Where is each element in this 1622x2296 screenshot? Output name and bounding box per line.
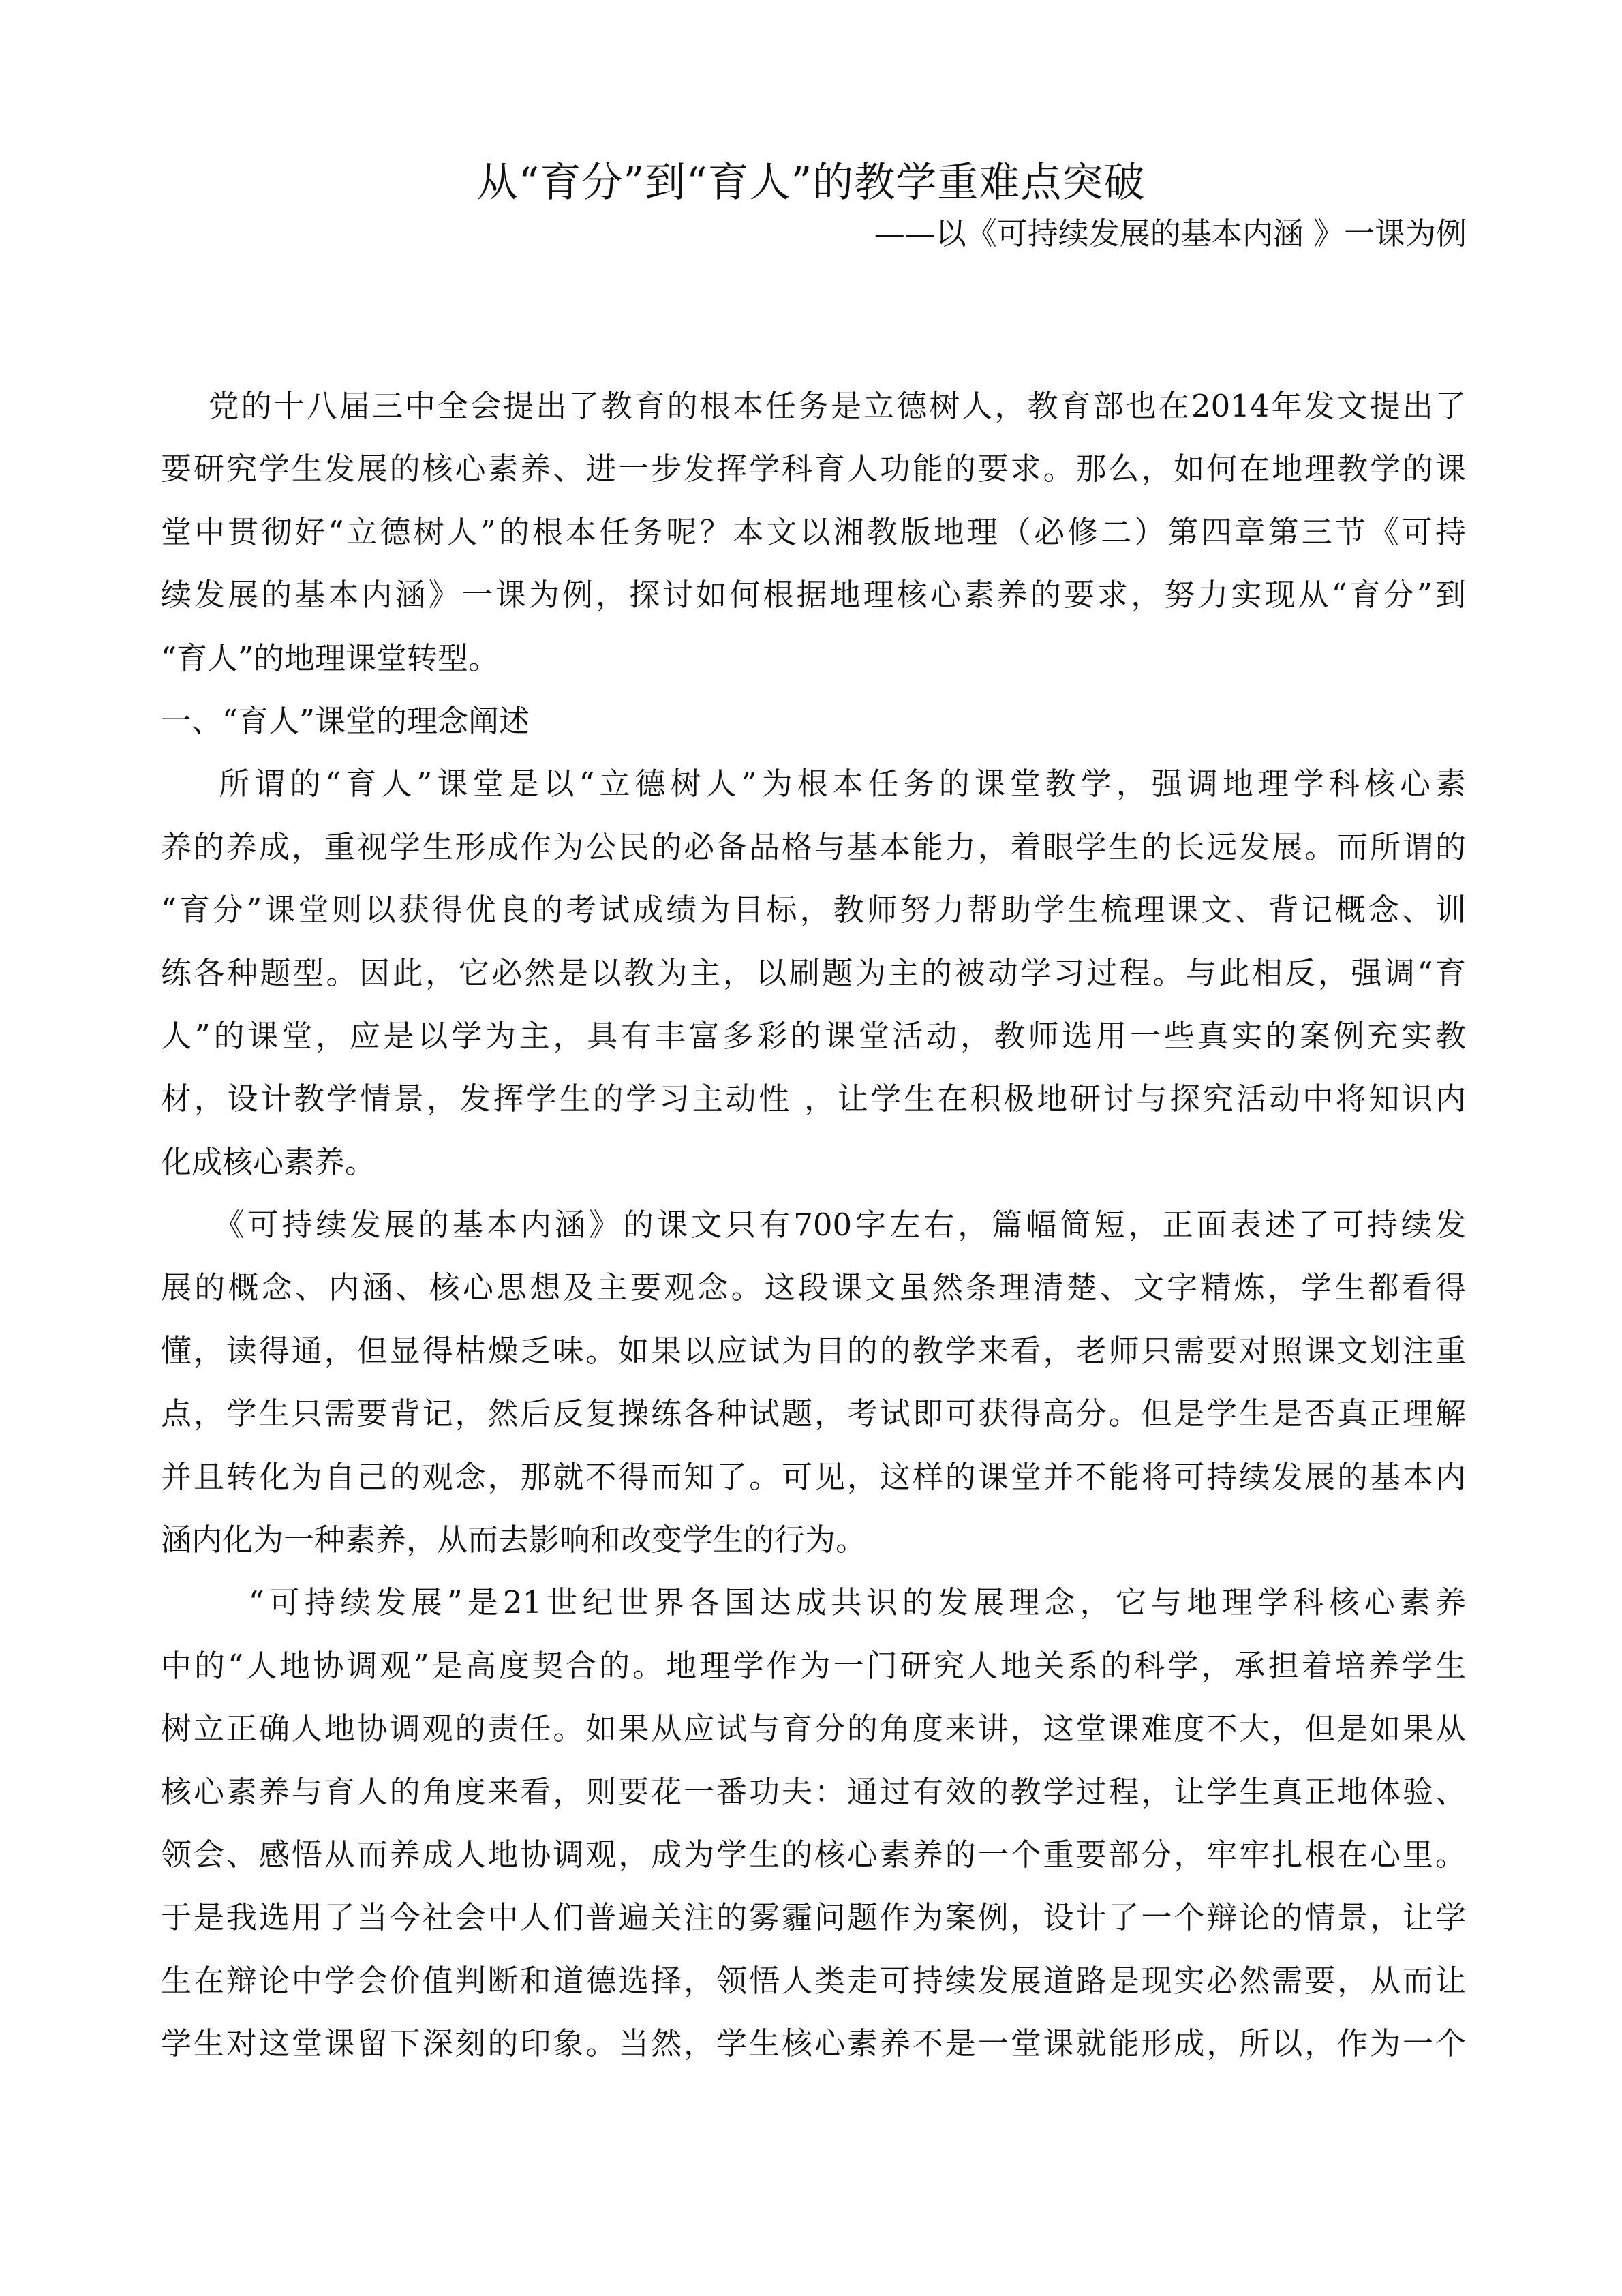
body-text-line: 点，学生只需要背记，然后反复操练各种试题，考试即可获得高分。但是学生是否真正理解	[161, 1395, 1466, 1432]
body-text-line: 懂，读得通，但显得枯燥乏味。如果以应试为目的的教学来看，老师只需要对照课文划注重	[161, 1332, 1466, 1369]
body-text-line: 堂中贯彻好“立德树人”的根本任务呢？本文以湘教版地理（必修二）第四章第三节《可持	[161, 513, 1466, 550]
body-text-line: “可持续发展”是21世纪世界各国达成共识的发展理念，它与地理学科核心素养	[161, 1584, 1466, 1621]
body-text-line: 所谓的“育人”课堂是以“立德树人”为根本任务的课堂教学，强调地理学科核心素	[161, 766, 1466, 802]
document-body	[161, 375, 1466, 2076]
body-text-line: “育人”的地理课堂转型。	[161, 639, 500, 676]
body-text-line: 人”的课堂，应是以学为主，具有丰富多彩的课堂活动，教师选用一些真实的案例充实教	[161, 1017, 1466, 1054]
body-text-line: 养的养成，重视学生形成作为公民的必备品格与基本能力，着眼学生的长远发展。而所谓的	[161, 828, 1466, 865]
body-text-line: 化成核心素养。	[161, 1143, 376, 1180]
body-text-line: 材，设计教学情景，发挥学生的学习主动性 ，让学生在积极地研讨与探究活动中将知识内	[161, 1081, 1466, 1117]
body-text-line: 于是我选用了当今社会中人们普遍关注的雾霾问题作为案例，设计了一个辩论的情景，让学	[161, 1899, 1466, 1936]
body-text-line: 续发展的基本内涵》一课为例，探讨如何根据地理核心素养的要求，努力实现从“育分”到	[161, 577, 1466, 614]
section-heading: 一、“育人”课堂的理念阐述	[161, 702, 530, 739]
body-text-line: 练各种题型。因此，它必然是以教为主，以刷题为主的被动学习过程。与此相反，强调“育	[161, 954, 1466, 991]
body-text-line: 树立正确人地协调观的责任。如果从应试与育分的角度来讲，这堂课难度不大，但是如果从	[161, 1710, 1466, 1747]
body-text-line: 要研究学生发展的核心素养、进一步发挥学科育人功能的要求。那么，如何在地理教学的课	[161, 451, 1466, 487]
body-text-line: 《可持续发展的基本内涵》的课文只有700字左右，篇幅简短，正面表述了可持续发	[161, 1207, 1466, 1243]
body-text-line: 学生对这堂课留下深刻的印象。当然，学生核心素养不是一堂课就能形成，所以，作为一个	[161, 2025, 1466, 2062]
body-text-line: “育分”课堂则以获得优良的考试成绩为目标，教师努力帮助学生梳理课文、背记概念、训	[161, 892, 1466, 928]
body-text-line: 核心素养与育人的角度来看，则要花一番功夫：通过有效的教学过程，让学生真正地体验、	[161, 1773, 1466, 1810]
body-text-line: 党的十八届三中全会提出了教育的根本任务是立德树人，教育部也在2014年发文提出了	[161, 388, 1466, 424]
body-text-line: 领会、感悟从而养成人地协调观，成为学生的核心素养的一个重要部分，牢牢扎根在心里。	[161, 1836, 1466, 1873]
body-text-line: 中的“人地协调观”是高度契合的。地理学作为一门研究人地关系的科学，承担着培养学生	[161, 1647, 1466, 1684]
body-text-line: 涵内化为一种素养，从而去影响和改变学生的行为。	[161, 1522, 867, 1558]
document-subtitle: ——以《可持续发展的基本内涵 》一课为例	[874, 215, 1467, 252]
document-title: 从“育分”到“育人”的教学重难点突破	[476, 159, 1146, 207]
body-text-line: 展的概念、内涵、核心思想及主要观念。这段课文虽然条理清楚、文字精炼，学生都看得	[161, 1269, 1466, 1306]
body-text-line: 生在辩论中学会价值判断和道德选择，领悟人类走可持续发展道路是现实必然需要，从而让	[161, 1962, 1466, 1999]
body-text-line: 并且转化为自己的观念，那就不得而知了。可见，这样的课堂并不能将可持续发展的基本内	[161, 1458, 1466, 1495]
